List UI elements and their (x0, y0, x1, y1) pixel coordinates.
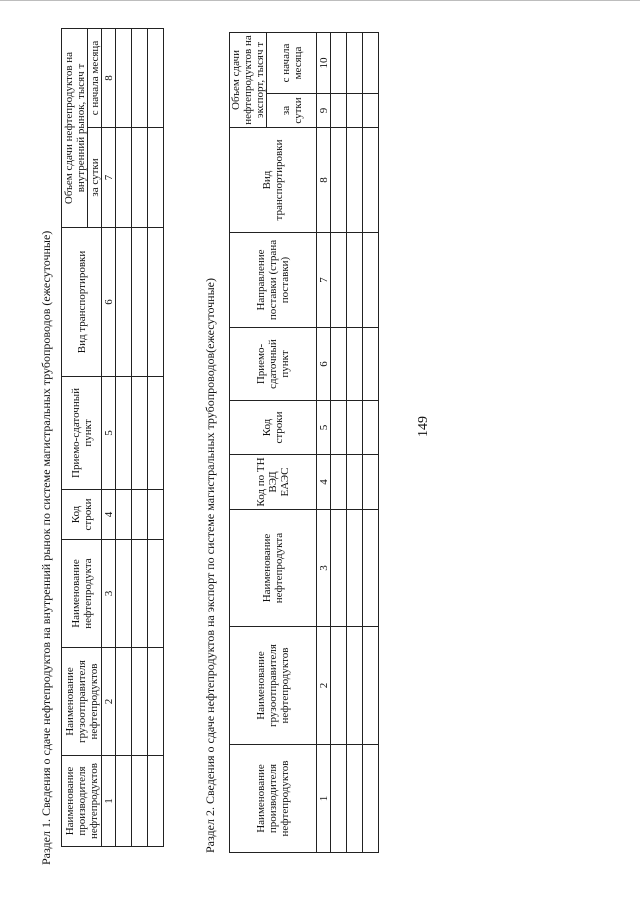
s1-header-since-month: с начала месяца (88, 29, 102, 128)
s1-header-producer: Наименование производителя нефтепродуктов (62, 756, 102, 847)
table-row (347, 32, 363, 852)
s2-header-shipper: Наименование грузоотправителя нефтепродуктов (230, 627, 317, 745)
s1-header-line-code: Код строки (62, 490, 102, 540)
s1-header-product: Наименование нефтепродукта (62, 540, 102, 648)
section2-title: Раздел 2. Сведения о сдаче нефтепродуктов на экспорт по системе магистральных трубопроводов(ежесуточные) (203, 278, 217, 853)
s2-col-number: 10 (317, 32, 331, 93)
s1-col-number: 4 (102, 490, 116, 540)
page-number: 149 (416, 416, 431, 437)
s1-col-number: 5 (102, 377, 116, 490)
s2-header-tn-ved: Код по ТН ВЭД ЕАЭС (230, 455, 317, 510)
table-row (331, 32, 347, 852)
s2-col-number: 5 (317, 401, 331, 455)
s1-header-per-day: за сутки (88, 128, 102, 228)
s1-header-transport-type: Вид транспортировки (62, 228, 102, 377)
s2-col-number: 4 (317, 455, 331, 510)
s2-header-since-month: с начала месяца (267, 32, 317, 93)
s2-header-producer: Наименование производителя нефтепродуктов (230, 745, 317, 853)
s2-header-transport-type: Вид транспортировки (230, 128, 317, 233)
table-row (148, 29, 164, 847)
s1-col-number: 8 (102, 29, 116, 128)
s2-header-line-code: Код строки (230, 401, 317, 455)
s2-header-per-day: за сутки (267, 94, 317, 128)
s2-col-number: 3 (317, 510, 331, 627)
section1-title: Раздел 1. Сведения о сдаче нефтепродуктов на внутренний рынок по системе магистральных трубопроводов (ежесуточные) (39, 230, 53, 865)
s1-header-volume-group: Объем сдачи нефтепродуктов на внутренний рынок, тысяч т (62, 29, 88, 228)
s2-col-number: 1 (317, 745, 331, 853)
s1-header-shipper: Наименование грузоотправителя нефтепродуктов (62, 648, 102, 756)
s2-col-number: 6 (317, 328, 331, 401)
table-row (132, 29, 148, 847)
s2-header-delivery-point: Приемо-сдаточный пункт (230, 328, 317, 401)
s2-header-volume-group: Объем сдачи нефтепродуктов на экспорт, тысяч т (230, 32, 267, 127)
s2-col-number: 7 (317, 233, 331, 328)
section2-table (229, 32, 379, 853)
s2-col-number: 9 (317, 94, 331, 128)
s1-col-number: 6 (102, 228, 116, 377)
s2-header-direction: Направление поставки (страна поставки) (230, 233, 317, 328)
s2-col-number: 8 (317, 128, 331, 233)
s1-col-number: 1 (102, 756, 116, 847)
s1-header-delivery-point: Приемо-сдаточный пункт (62, 377, 102, 490)
table-row (116, 29, 132, 847)
s1-col-number: 2 (102, 648, 116, 756)
s1-col-number: 7 (102, 128, 116, 228)
s2-header-product: Наименование нефтепродукта (230, 510, 317, 627)
s1-col-number: 3 (102, 540, 116, 648)
section1-table (61, 28, 164, 847)
table-row (363, 32, 379, 852)
s2-col-number: 2 (317, 627, 331, 745)
